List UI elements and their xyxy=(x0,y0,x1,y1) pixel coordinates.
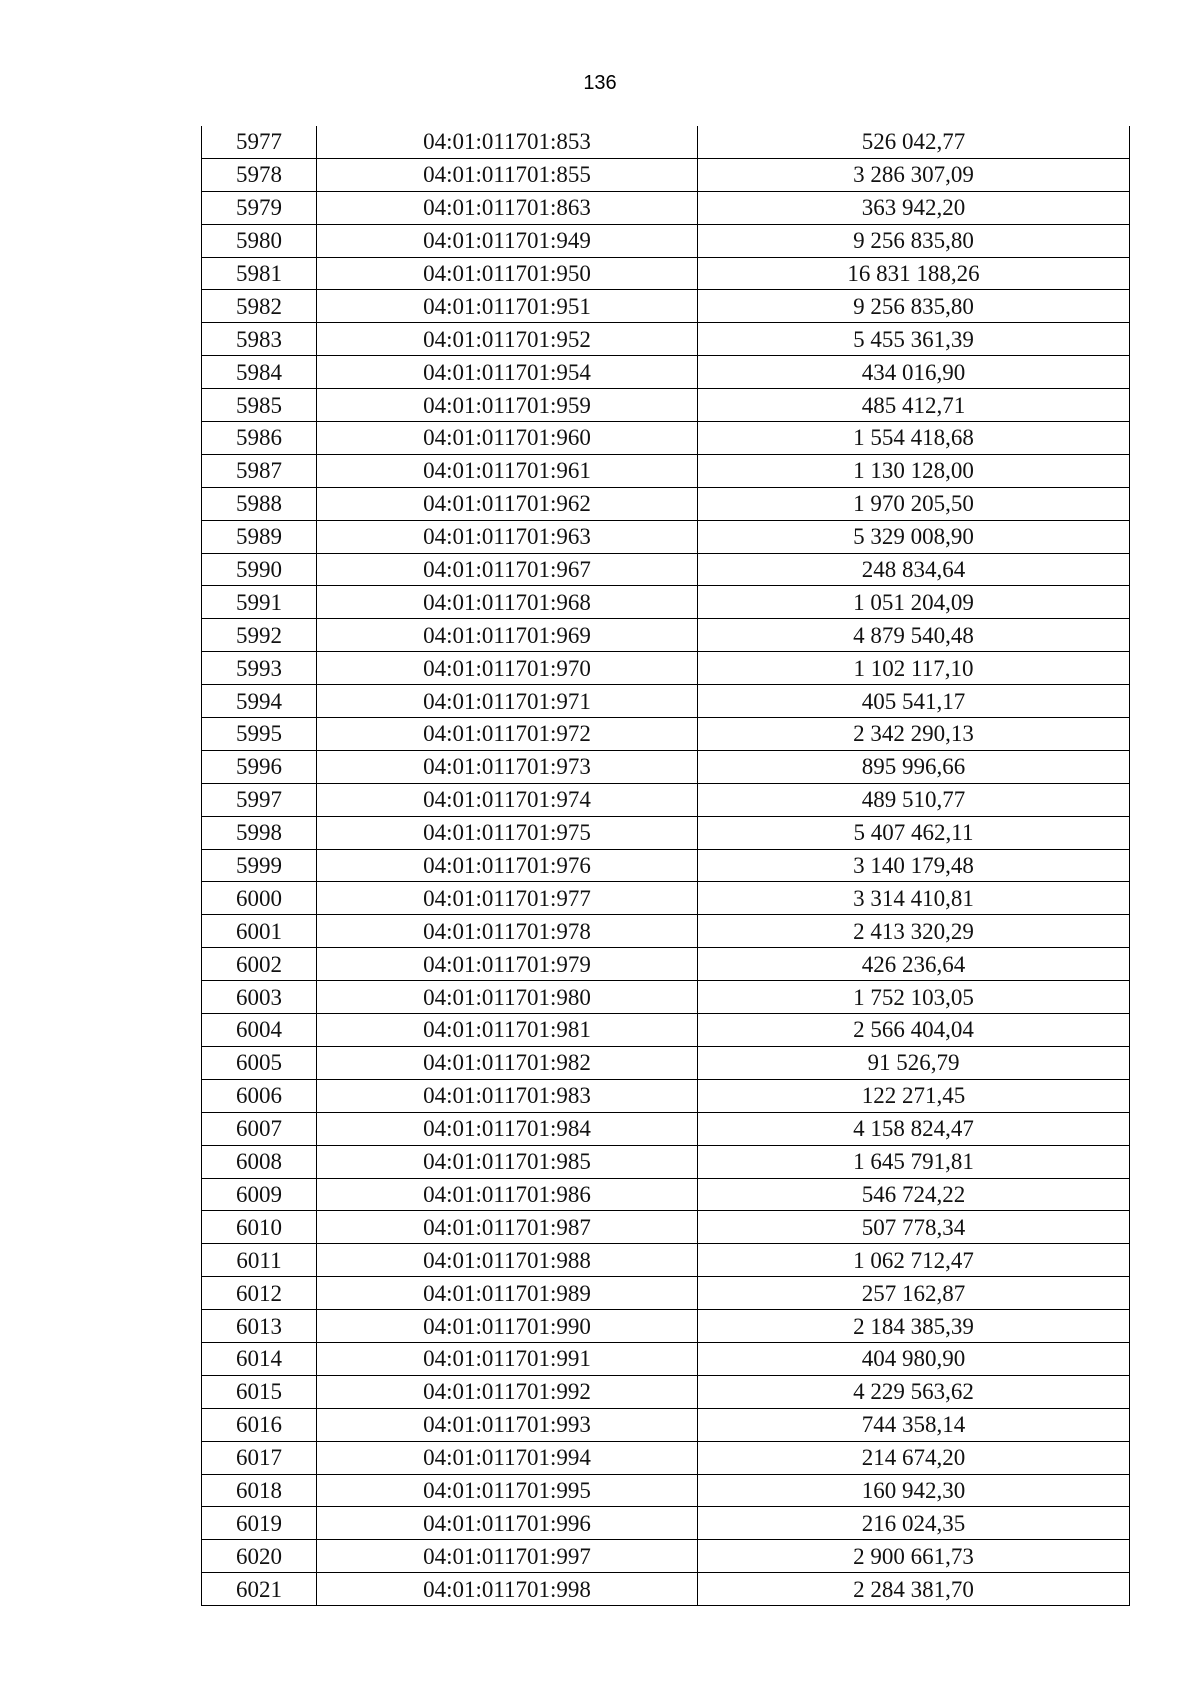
cadastral-value-table xyxy=(201,126,1130,1606)
cadastral-value-cell: 160 942,30 xyxy=(698,1474,1130,1507)
table-row xyxy=(202,126,1130,158)
cadastral-value-cell: 485 412,71 xyxy=(698,389,1130,422)
row-number-cell: 5996 xyxy=(202,750,317,783)
table-row xyxy=(202,1474,1130,1507)
table-row xyxy=(202,1079,1130,1112)
table-row xyxy=(202,1408,1130,1441)
cadastral-value-cell: 1 645 791,81 xyxy=(698,1145,1130,1178)
row-number-cell: 6008 xyxy=(202,1145,317,1178)
row-number-cell: 5988 xyxy=(202,487,317,520)
cadastral-value-cell: 426 236,64 xyxy=(698,948,1130,981)
cadastral-value-cell: 91 526,79 xyxy=(698,1046,1130,1079)
cadastral-value-cell: 1 062 712,47 xyxy=(698,1244,1130,1277)
row-number-cell: 6013 xyxy=(202,1310,317,1343)
row-number-cell: 5990 xyxy=(202,553,317,586)
row-number-cell: 6019 xyxy=(202,1507,317,1540)
cadastral-value-cell: 434 016,90 xyxy=(698,356,1130,389)
row-number-cell: 5991 xyxy=(202,586,317,619)
row-number-cell: 6021 xyxy=(202,1573,317,1606)
cadastral-number-cell: 04:01:011701:979 xyxy=(317,948,698,981)
row-number-cell: 6020 xyxy=(202,1540,317,1573)
cadastral-number-cell: 04:01:011701:989 xyxy=(317,1277,698,1310)
cadastral-value-cell: 2 342 290,13 xyxy=(698,718,1130,751)
row-number-cell: 6010 xyxy=(202,1211,317,1244)
table-row xyxy=(202,718,1130,751)
table-row xyxy=(202,356,1130,389)
cadastral-value-cell: 3 314 410,81 xyxy=(698,882,1130,915)
table-row xyxy=(202,652,1130,685)
table-row xyxy=(202,1507,1130,1540)
table-row xyxy=(202,1244,1130,1277)
cadastral-number-cell: 04:01:011701:974 xyxy=(317,783,698,816)
cadastral-number-cell: 04:01:011701:995 xyxy=(317,1474,698,1507)
cadastral-number-cell: 04:01:011701:993 xyxy=(317,1408,698,1441)
row-number-cell: 5985 xyxy=(202,389,317,422)
cadastral-value-cell: 3 286 307,09 xyxy=(698,158,1130,191)
cadastral-number-cell: 04:01:011701:998 xyxy=(317,1573,698,1606)
cadastral-number-cell: 04:01:011701:992 xyxy=(317,1375,698,1408)
cadastral-number-cell: 04:01:011701:975 xyxy=(317,816,698,849)
cadastral-number-cell: 04:01:011701:969 xyxy=(317,619,698,652)
cadastral-number-cell: 04:01:011701:985 xyxy=(317,1145,698,1178)
page-number: 136 xyxy=(583,72,617,94)
row-number-cell: 6002 xyxy=(202,948,317,981)
row-number-cell: 6017 xyxy=(202,1441,317,1474)
row-number-cell: 5980 xyxy=(202,224,317,257)
table-row xyxy=(202,191,1130,224)
row-number-cell: 5987 xyxy=(202,454,317,487)
row-number-cell: 6012 xyxy=(202,1277,317,1310)
table-row xyxy=(202,520,1130,553)
row-number-cell: 5981 xyxy=(202,257,317,290)
row-number-cell: 5992 xyxy=(202,619,317,652)
cadastral-value-cell: 1 130 128,00 xyxy=(698,454,1130,487)
row-number-cell: 5978 xyxy=(202,158,317,191)
cadastral-value-cell: 1 051 204,09 xyxy=(698,586,1130,619)
table-row xyxy=(202,981,1130,1014)
cadastral-number-cell: 04:01:011701:954 xyxy=(317,356,698,389)
cadastral-value-cell: 257 162,87 xyxy=(698,1277,1130,1310)
table-row xyxy=(202,915,1130,948)
cadastral-number-cell: 04:01:011701:971 xyxy=(317,685,698,718)
table-row xyxy=(202,948,1130,981)
cadastral-number-cell: 04:01:011701:961 xyxy=(317,454,698,487)
cadastral-value-cell: 489 510,77 xyxy=(698,783,1130,816)
row-number-cell: 5982 xyxy=(202,290,317,323)
cadastral-number-cell: 04:01:011701:991 xyxy=(317,1342,698,1375)
table-row xyxy=(202,1046,1130,1079)
row-number-cell: 5998 xyxy=(202,816,317,849)
row-number-cell: 5986 xyxy=(202,422,317,455)
row-number-cell: 6000 xyxy=(202,882,317,915)
cadastral-number-cell: 04:01:011701:970 xyxy=(317,652,698,685)
table-row xyxy=(202,1441,1130,1474)
cadastral-value-cell: 4 229 563,62 xyxy=(698,1375,1130,1408)
cadastral-number-cell: 04:01:011701:987 xyxy=(317,1211,698,1244)
row-number-cell: 5983 xyxy=(202,323,317,356)
cadastral-number-cell: 04:01:011701:984 xyxy=(317,1112,698,1145)
cadastral-number-cell: 04:01:011701:981 xyxy=(317,1014,698,1047)
cadastral-value-cell: 1 102 117,10 xyxy=(698,652,1130,685)
cadastral-value-cell: 1 554 418,68 xyxy=(698,422,1130,455)
cadastral-value-cell: 404 980,90 xyxy=(698,1342,1130,1375)
table-row xyxy=(202,158,1130,191)
table-row xyxy=(202,1573,1130,1606)
row-number-cell: 6018 xyxy=(202,1474,317,1507)
cadastral-value-cell: 405 541,17 xyxy=(698,685,1130,718)
cadastral-number-cell: 04:01:011701:983 xyxy=(317,1079,698,1112)
row-number-cell: 6006 xyxy=(202,1079,317,1112)
cadastral-value-cell: 5 407 462,11 xyxy=(698,816,1130,849)
cadastral-value-cell: 4 879 540,48 xyxy=(698,619,1130,652)
cadastral-value-cell: 2 284 381,70 xyxy=(698,1573,1130,1606)
cadastral-value-cell: 16 831 188,26 xyxy=(698,257,1130,290)
table-row xyxy=(202,553,1130,586)
cadastral-value-cell: 9 256 835,80 xyxy=(698,224,1130,257)
row-number-cell: 5999 xyxy=(202,849,317,882)
cadastral-value-cell: 5 455 361,39 xyxy=(698,323,1130,356)
row-number-cell: 6011 xyxy=(202,1244,317,1277)
row-number-cell: 5977 xyxy=(202,126,317,158)
row-number-cell: 6005 xyxy=(202,1046,317,1079)
table-row xyxy=(202,1277,1130,1310)
row-number-cell: 5984 xyxy=(202,356,317,389)
table-row xyxy=(202,685,1130,718)
row-number-cell: 5995 xyxy=(202,718,317,751)
cadastral-value-cell: 2 413 320,29 xyxy=(698,915,1130,948)
row-number-cell: 6001 xyxy=(202,915,317,948)
cadastral-number-cell: 04:01:011701:996 xyxy=(317,1507,698,1540)
table-row xyxy=(202,1310,1130,1343)
table-row xyxy=(202,422,1130,455)
table-row xyxy=(202,816,1130,849)
cadastral-value-cell: 546 724,22 xyxy=(698,1178,1130,1211)
cadastral-value-cell: 214 674,20 xyxy=(698,1441,1130,1474)
cadastral-value-cell: 4 158 824,47 xyxy=(698,1112,1130,1145)
cadastral-value-cell: 3 140 179,48 xyxy=(698,849,1130,882)
cadastral-number-cell: 04:01:011701:951 xyxy=(317,290,698,323)
row-number-cell: 5993 xyxy=(202,652,317,685)
row-number-cell: 5979 xyxy=(202,191,317,224)
cadastral-number-cell: 04:01:011701:853 xyxy=(317,126,698,158)
cadastral-number-cell: 04:01:011701:968 xyxy=(317,586,698,619)
cadastral-value-cell: 248 834,64 xyxy=(698,553,1130,586)
cadastral-number-cell: 04:01:011701:980 xyxy=(317,981,698,1014)
table-row xyxy=(202,586,1130,619)
cadastral-value-cell: 1 752 103,05 xyxy=(698,981,1130,1014)
cadastral-value-cell: 2 566 404,04 xyxy=(698,1014,1130,1047)
table-row xyxy=(202,1112,1130,1145)
row-number-cell: 6016 xyxy=(202,1408,317,1441)
table-row xyxy=(202,454,1130,487)
table-row xyxy=(202,1145,1130,1178)
table-row xyxy=(202,487,1130,520)
table-row xyxy=(202,619,1130,652)
cadastral-value-cell: 122 271,45 xyxy=(698,1079,1130,1112)
table-row xyxy=(202,323,1130,356)
cadastral-number-cell: 04:01:011701:988 xyxy=(317,1244,698,1277)
cadastral-number-cell: 04:01:011701:949 xyxy=(317,224,698,257)
cadastral-value-cell: 5 329 008,90 xyxy=(698,520,1130,553)
row-number-cell: 6004 xyxy=(202,1014,317,1047)
row-number-cell: 6007 xyxy=(202,1112,317,1145)
row-number-cell: 5994 xyxy=(202,685,317,718)
cadastral-value-cell: 2 900 661,73 xyxy=(698,1540,1130,1573)
cadastral-value-cell: 895 996,66 xyxy=(698,750,1130,783)
cadastral-value-cell: 2 184 385,39 xyxy=(698,1310,1130,1343)
cadastral-value-cell: 363 942,20 xyxy=(698,191,1130,224)
row-number-cell: 6015 xyxy=(202,1375,317,1408)
cadastral-number-cell: 04:01:011701:990 xyxy=(317,1310,698,1343)
cadastral-number-cell: 04:01:011701:855 xyxy=(317,158,698,191)
row-number-cell: 6014 xyxy=(202,1342,317,1375)
cadastral-value-cell: 1 970 205,50 xyxy=(698,487,1130,520)
cadastral-number-cell: 04:01:011701:973 xyxy=(317,750,698,783)
cadastral-number-cell: 04:01:011701:952 xyxy=(317,323,698,356)
table-row xyxy=(202,389,1130,422)
table-row xyxy=(202,882,1130,915)
table-row xyxy=(202,783,1130,816)
cadastral-number-cell: 04:01:011701:962 xyxy=(317,487,698,520)
cadastral-value-cell: 9 256 835,80 xyxy=(698,290,1130,323)
cadastral-number-cell: 04:01:011701:977 xyxy=(317,882,698,915)
cadastral-number-cell: 04:01:011701:959 xyxy=(317,389,698,422)
cadastral-number-cell: 04:01:011701:967 xyxy=(317,553,698,586)
table-row xyxy=(202,1178,1130,1211)
table-row xyxy=(202,1014,1130,1047)
table-row xyxy=(202,290,1130,323)
table-row xyxy=(202,1211,1130,1244)
cadastral-number-cell: 04:01:011701:982 xyxy=(317,1046,698,1079)
cadastral-number-cell: 04:01:011701:986 xyxy=(317,1178,698,1211)
cadastral-value-cell: 507 778,34 xyxy=(698,1211,1130,1244)
cadastral-number-cell: 04:01:011701:863 xyxy=(317,191,698,224)
cadastral-value-cell: 216 024,35 xyxy=(698,1507,1130,1540)
table-row xyxy=(202,750,1130,783)
cadastral-number-cell: 04:01:011701:963 xyxy=(317,520,698,553)
cadastral-number-cell: 04:01:011701:997 xyxy=(317,1540,698,1573)
cadastral-number-cell: 04:01:011701:950 xyxy=(317,257,698,290)
table-row xyxy=(202,224,1130,257)
row-number-cell: 5989 xyxy=(202,520,317,553)
cadastral-value-cell: 744 358,14 xyxy=(698,1408,1130,1441)
cadastral-number-cell: 04:01:011701:960 xyxy=(317,422,698,455)
table-row xyxy=(202,1540,1130,1573)
table-row xyxy=(202,1342,1130,1375)
row-number-cell: 6003 xyxy=(202,981,317,1014)
cadastral-number-cell: 04:01:011701:994 xyxy=(317,1441,698,1474)
table-body xyxy=(202,126,1130,1606)
cadastral-number-cell: 04:01:011701:972 xyxy=(317,718,698,751)
cadastral-number-cell: 04:01:011701:978 xyxy=(317,915,698,948)
table-row xyxy=(202,849,1130,882)
cadastral-number-cell: 04:01:011701:976 xyxy=(317,849,698,882)
row-number-cell: 5997 xyxy=(202,783,317,816)
row-number-cell: 6009 xyxy=(202,1178,317,1211)
table-row xyxy=(202,1375,1130,1408)
cadastral-value-cell: 526 042,77 xyxy=(698,126,1130,158)
table-row xyxy=(202,257,1130,290)
